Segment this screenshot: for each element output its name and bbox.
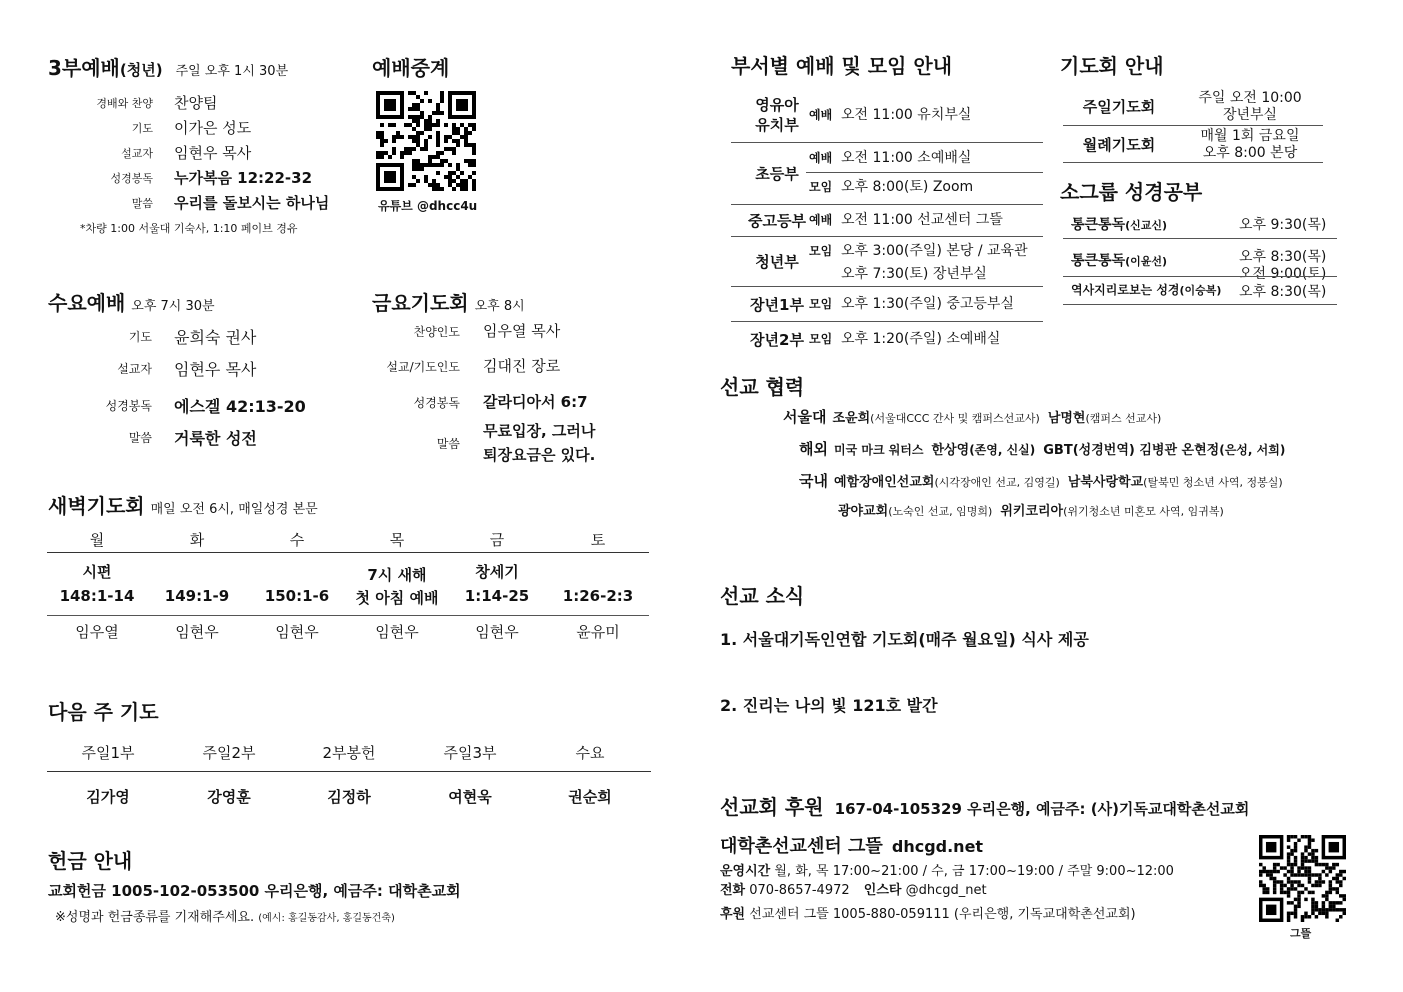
wednesday-row-value: 에스겔 42:13-20 xyxy=(174,397,306,416)
mission-news-item-2: 2. 진리는 나의 빛 121호 발간 xyxy=(720,696,938,715)
department-tag: 예배 xyxy=(809,213,833,227)
small-group-divider xyxy=(1063,304,1337,305)
wednesday-row-label: 설교자 xyxy=(117,362,152,376)
mission-partner: 한상영 xyxy=(931,443,970,458)
department-schedule: 오전 11:00 소예배실 xyxy=(841,150,972,166)
mission-row xyxy=(799,470,1291,491)
center-qr-code[interactable] xyxy=(1259,835,1346,922)
dawn-title: 새벽기도회 매일 오전 6시, 매일성경 본문 xyxy=(48,494,318,518)
wednesday-row-value: 거룩한 성전 xyxy=(174,429,257,448)
dawn-passage-top: 시편 xyxy=(82,563,112,581)
prayer-meeting-divider xyxy=(1063,125,1323,126)
mission-partner-note: (캠퍼스 선교사) xyxy=(1085,412,1162,425)
mission-partner: 위키코리아 xyxy=(1000,504,1064,519)
friday-row-label: 설교/기도인도 xyxy=(386,360,460,374)
prayer-meeting-name: 월례기도회 xyxy=(1082,136,1156,154)
service3-row-value: 이가은 성도 xyxy=(174,119,252,137)
offering-note: ※성명과 헌금종류를 기재해주세요. (예시: 홍길동감사, 홍길동건축) xyxy=(55,910,395,925)
wednesday-row-label: 말씀 xyxy=(128,431,152,445)
dawn-passage: 1:26-2:3 xyxy=(562,587,634,605)
department-schedule: 오후 7:30(토) 장년부실 xyxy=(841,266,987,282)
prayer-meeting-divider xyxy=(1063,162,1323,163)
friday-row-value: 갈라디아서 6:7 xyxy=(483,393,588,411)
mission-region: 국내 xyxy=(799,472,828,490)
small-group-divider xyxy=(1063,238,1337,239)
prayer-meeting-place: 장년부실 xyxy=(1222,107,1278,123)
mission-row xyxy=(783,406,1169,427)
dawn-day: 금 xyxy=(489,531,505,549)
service3-note: *차량 1:00 서울대 기숙사, 1:10 페이브 경유 xyxy=(80,222,298,235)
departments-title: 부서별 예배 및 모임 안내 xyxy=(731,54,953,78)
next-prayer-name: 김정하 xyxy=(327,788,371,806)
offering-title: 헌금 안내 xyxy=(48,849,133,873)
service3-row-value: 누가복음 12:22-32 xyxy=(174,169,313,187)
department-schedule: 오후 8:00(토) Zoom xyxy=(841,179,974,195)
small-group-time: 오후 8:30(목) xyxy=(1239,249,1327,265)
mission-news-title: 선교 소식 xyxy=(720,584,805,608)
next-prayer-name: 여현욱 xyxy=(448,788,492,806)
dawn-day: 토 xyxy=(590,531,606,549)
offering-account: 교회헌금 1005-102-053500 우리은행, 예금주: 대학촌교회 xyxy=(48,882,461,900)
mission-partner-note: (서울대CCC 간사 및 캠퍼스선교사) xyxy=(870,412,1040,425)
service3-row-label: 경배와 찬양 xyxy=(96,97,153,110)
next-prayer-slot: 주일1부 xyxy=(81,744,135,762)
dawn-leader: 임현우 xyxy=(475,623,519,641)
small-group-name: 통큰통독(이윤선) xyxy=(1071,253,1168,269)
friday-row-value: 김대진 장로 xyxy=(483,357,561,375)
service3-row-value: 찬양팀 xyxy=(174,94,218,112)
service3-title: 3부예배(청년) 주일 오후 1시 30분 xyxy=(48,56,289,80)
dawn-passage: 첫 아침 예배 xyxy=(355,589,439,607)
dawn-passage: 1:14-25 xyxy=(464,587,530,605)
broadcast-title: 예배중계 xyxy=(372,56,450,80)
dawn-passage-top: 7시 새해 xyxy=(367,566,427,584)
prayer-meeting-place: 오후 8:00 본당 xyxy=(1202,145,1298,161)
next-prayer-slot: 주일2부 xyxy=(202,744,256,762)
mission-row xyxy=(838,500,1232,519)
mission-partner: 조윤희 xyxy=(832,411,871,426)
department-tag: 모임 xyxy=(809,244,833,258)
department-schedule: 오후 3:00(주일) 본당 / 교육관 xyxy=(841,243,1028,259)
department-tag: 모임 xyxy=(809,297,833,311)
department-name-2: 유치부 xyxy=(755,116,799,134)
center-contact: 전화 070-8657-4972 인스타 @dhcgd_net xyxy=(720,883,987,898)
mission-partner-note: (탈북민 청소년 사역, 정봉실) xyxy=(1143,476,1283,489)
department-tag: 예배 xyxy=(809,108,833,122)
dawn-divider-2 xyxy=(47,615,649,616)
dawn-divider-1 xyxy=(47,552,649,553)
small-group-name: 역사지리로보는 성경(이승복) xyxy=(1071,283,1222,297)
wednesday-row-label: 기도 xyxy=(128,330,152,344)
wednesday-row-label: 성경봉독 xyxy=(105,399,152,413)
next-prayer-slot: 수요 xyxy=(575,744,605,762)
department-divider xyxy=(731,321,1043,322)
service3-row-label: 설교자 xyxy=(121,147,153,160)
wednesday-title: 수요예배 오후 7시 30분 xyxy=(48,291,215,315)
dawn-day: 월 xyxy=(89,531,105,549)
center-support: 후원 선교센터 그뜰 1005-880-059111 (우리은행, 기독교대학촌선교회) xyxy=(720,907,1136,922)
dawn-leader: 윤유미 xyxy=(576,623,620,641)
mission-partner-note: (시각장애인 선교, 김영길) xyxy=(934,476,1060,489)
center-hours: 운영시간 월, 화, 목 17:00~21:00 / 수, 금 17:00~19:00 / 주말 9:00~12:00 xyxy=(720,864,1174,879)
department-name: 청년부 xyxy=(755,253,799,271)
friday-title: 금요기도회 오후 8시 xyxy=(372,291,525,315)
dawn-passage: 148:1-14 xyxy=(59,587,135,605)
department-divider xyxy=(731,204,1043,205)
prayer-meetings-title: 기도회 안내 xyxy=(1060,54,1164,78)
mission-partner-note: 미국 마크 워터스 xyxy=(833,443,924,457)
mission-partner-note: (존영, 신실) xyxy=(969,443,1036,457)
dawn-passage: 150:1-6 xyxy=(264,587,330,605)
dawn-leader: 임현우 xyxy=(175,623,219,641)
mission-partner-note: (노숙인 선교, 임명희) xyxy=(888,505,993,518)
department-tag: 예배 xyxy=(809,151,833,165)
department-divider xyxy=(731,236,1043,237)
friday-row-label: 찬양인도 xyxy=(413,325,460,339)
department-tag: 모임 xyxy=(809,332,833,346)
department-name: 장년2부 xyxy=(750,330,804,349)
next-prayer-name: 김가영 xyxy=(86,788,130,806)
mission-region: 해외 xyxy=(799,440,828,458)
next-prayer-name: 권순희 xyxy=(568,788,612,806)
small-group-title: 소그룹 성경공부 xyxy=(1060,180,1203,204)
wednesday-row-value: 임현우 목사 xyxy=(174,360,257,379)
department-schedule: 오전 11:00 유치부실 xyxy=(841,107,972,123)
wednesday-row-value: 윤희숙 권사 xyxy=(174,328,257,347)
service3-row-label: 성경봉독 xyxy=(110,172,153,185)
service3-row-value: 우리를 돌보시는 하나님 xyxy=(174,194,330,212)
department-tag: 모임 xyxy=(809,180,833,194)
dawn-leader: 임우열 xyxy=(75,623,119,641)
next-prayer-slot: 2부봉헌 xyxy=(322,744,376,762)
department-name: 장년1부 xyxy=(750,295,804,314)
prayer-meeting-name: 주일기도회 xyxy=(1082,98,1156,116)
mission-partner: 광야교회 xyxy=(838,504,889,519)
service3-row-value: 임현우 목사 xyxy=(174,144,252,162)
department-schedule: 오전 11:00 선교센터 그뜰 xyxy=(841,212,1003,228)
service3-row-label: 기도 xyxy=(131,122,153,135)
service3-time: 주일 오후 1시 30분 xyxy=(175,64,289,79)
friday-row-value-2: 퇴장요금은 있다. xyxy=(483,446,596,464)
mission-region: 서울대 xyxy=(783,408,827,426)
center-qr-caption: 그뜰 xyxy=(1290,927,1312,940)
next-prayer-name: 강영훈 xyxy=(207,788,251,806)
department-name: 초등부 xyxy=(755,165,799,183)
center-title: 대학촌선교센터 그뜰 dhcgd.net xyxy=(720,836,984,857)
mission-partner: GBT(성경번역) 김병관 온현정 xyxy=(1043,443,1220,458)
prayer-meeting-time: 매월 1회 금요일 xyxy=(1200,128,1300,144)
small-group-time: 오후 9:30(목) xyxy=(1239,217,1327,233)
department-divider xyxy=(731,286,1043,287)
next-prayer-divider xyxy=(47,771,651,772)
department-divider xyxy=(731,142,1043,143)
dawn-day: 화 xyxy=(189,531,205,549)
department-schedule: 오후 1:30(주일) 중고등부실 xyxy=(841,296,1014,312)
mission-row xyxy=(799,438,1293,459)
dawn-leader: 임현우 xyxy=(375,623,419,641)
small-group-name: 통큰통독(신교신) xyxy=(1071,217,1168,233)
department-name: 중고등부 xyxy=(748,212,806,230)
dawn-day: 수 xyxy=(289,531,305,549)
mission-news-item-1: 1. 서울대기독인연합 기도회(매주 월요일) 식사 제공 xyxy=(720,630,1089,649)
dawn-leader: 임현우 xyxy=(275,623,319,641)
mission-partner: 남북사랑학교 xyxy=(1067,475,1144,490)
friday-row-value: 무료입장, 그러나 xyxy=(483,422,596,440)
next-prayer-slot: 주일3부 xyxy=(443,744,497,762)
department-name: 영유아 xyxy=(755,96,799,114)
small-group-time-2: 오전 9:00(토) xyxy=(1239,266,1327,282)
dawn-passage-top: 창세기 xyxy=(475,563,519,581)
support-line: 선교회 후원 167-04-105329 우리은행, 예금주: (사)기독교대학촌선교회 xyxy=(720,795,1250,819)
youtube-qr-code[interactable] xyxy=(376,91,476,191)
mission-partner: 남명현 xyxy=(1047,411,1086,426)
dawn-passage: 149:1-9 xyxy=(164,587,230,605)
small-group-time: 오후 8:30(목) xyxy=(1239,284,1327,300)
department-subdivider xyxy=(806,172,1043,173)
mission-title: 선교 협력 xyxy=(720,375,805,399)
dawn-day: 목 xyxy=(389,531,405,549)
friday-row-value: 임우열 목사 xyxy=(483,322,561,340)
mission-partner-note: (위기청소년 미혼모 사역, 임귀복) xyxy=(1063,505,1224,518)
service3-row-label: 말씀 xyxy=(131,197,153,210)
next-prayer-title: 다음 주 기도 xyxy=(48,700,159,724)
department-schedule: 오후 1:20(주일) 소예배실 xyxy=(841,331,1001,347)
friday-row-label: 성경봉독 xyxy=(413,396,460,410)
friday-row-label: 말씀 xyxy=(436,437,460,451)
mission-partner: 예함장애인선교회 xyxy=(833,475,935,490)
broadcast-caption: 유튜브 @dhcc4u xyxy=(378,199,478,213)
mission-partner-note: (은성, 서희) xyxy=(1219,443,1286,457)
small-group-divider xyxy=(1063,276,1337,277)
prayer-meeting-time: 주일 오전 10:00 xyxy=(1198,90,1302,106)
